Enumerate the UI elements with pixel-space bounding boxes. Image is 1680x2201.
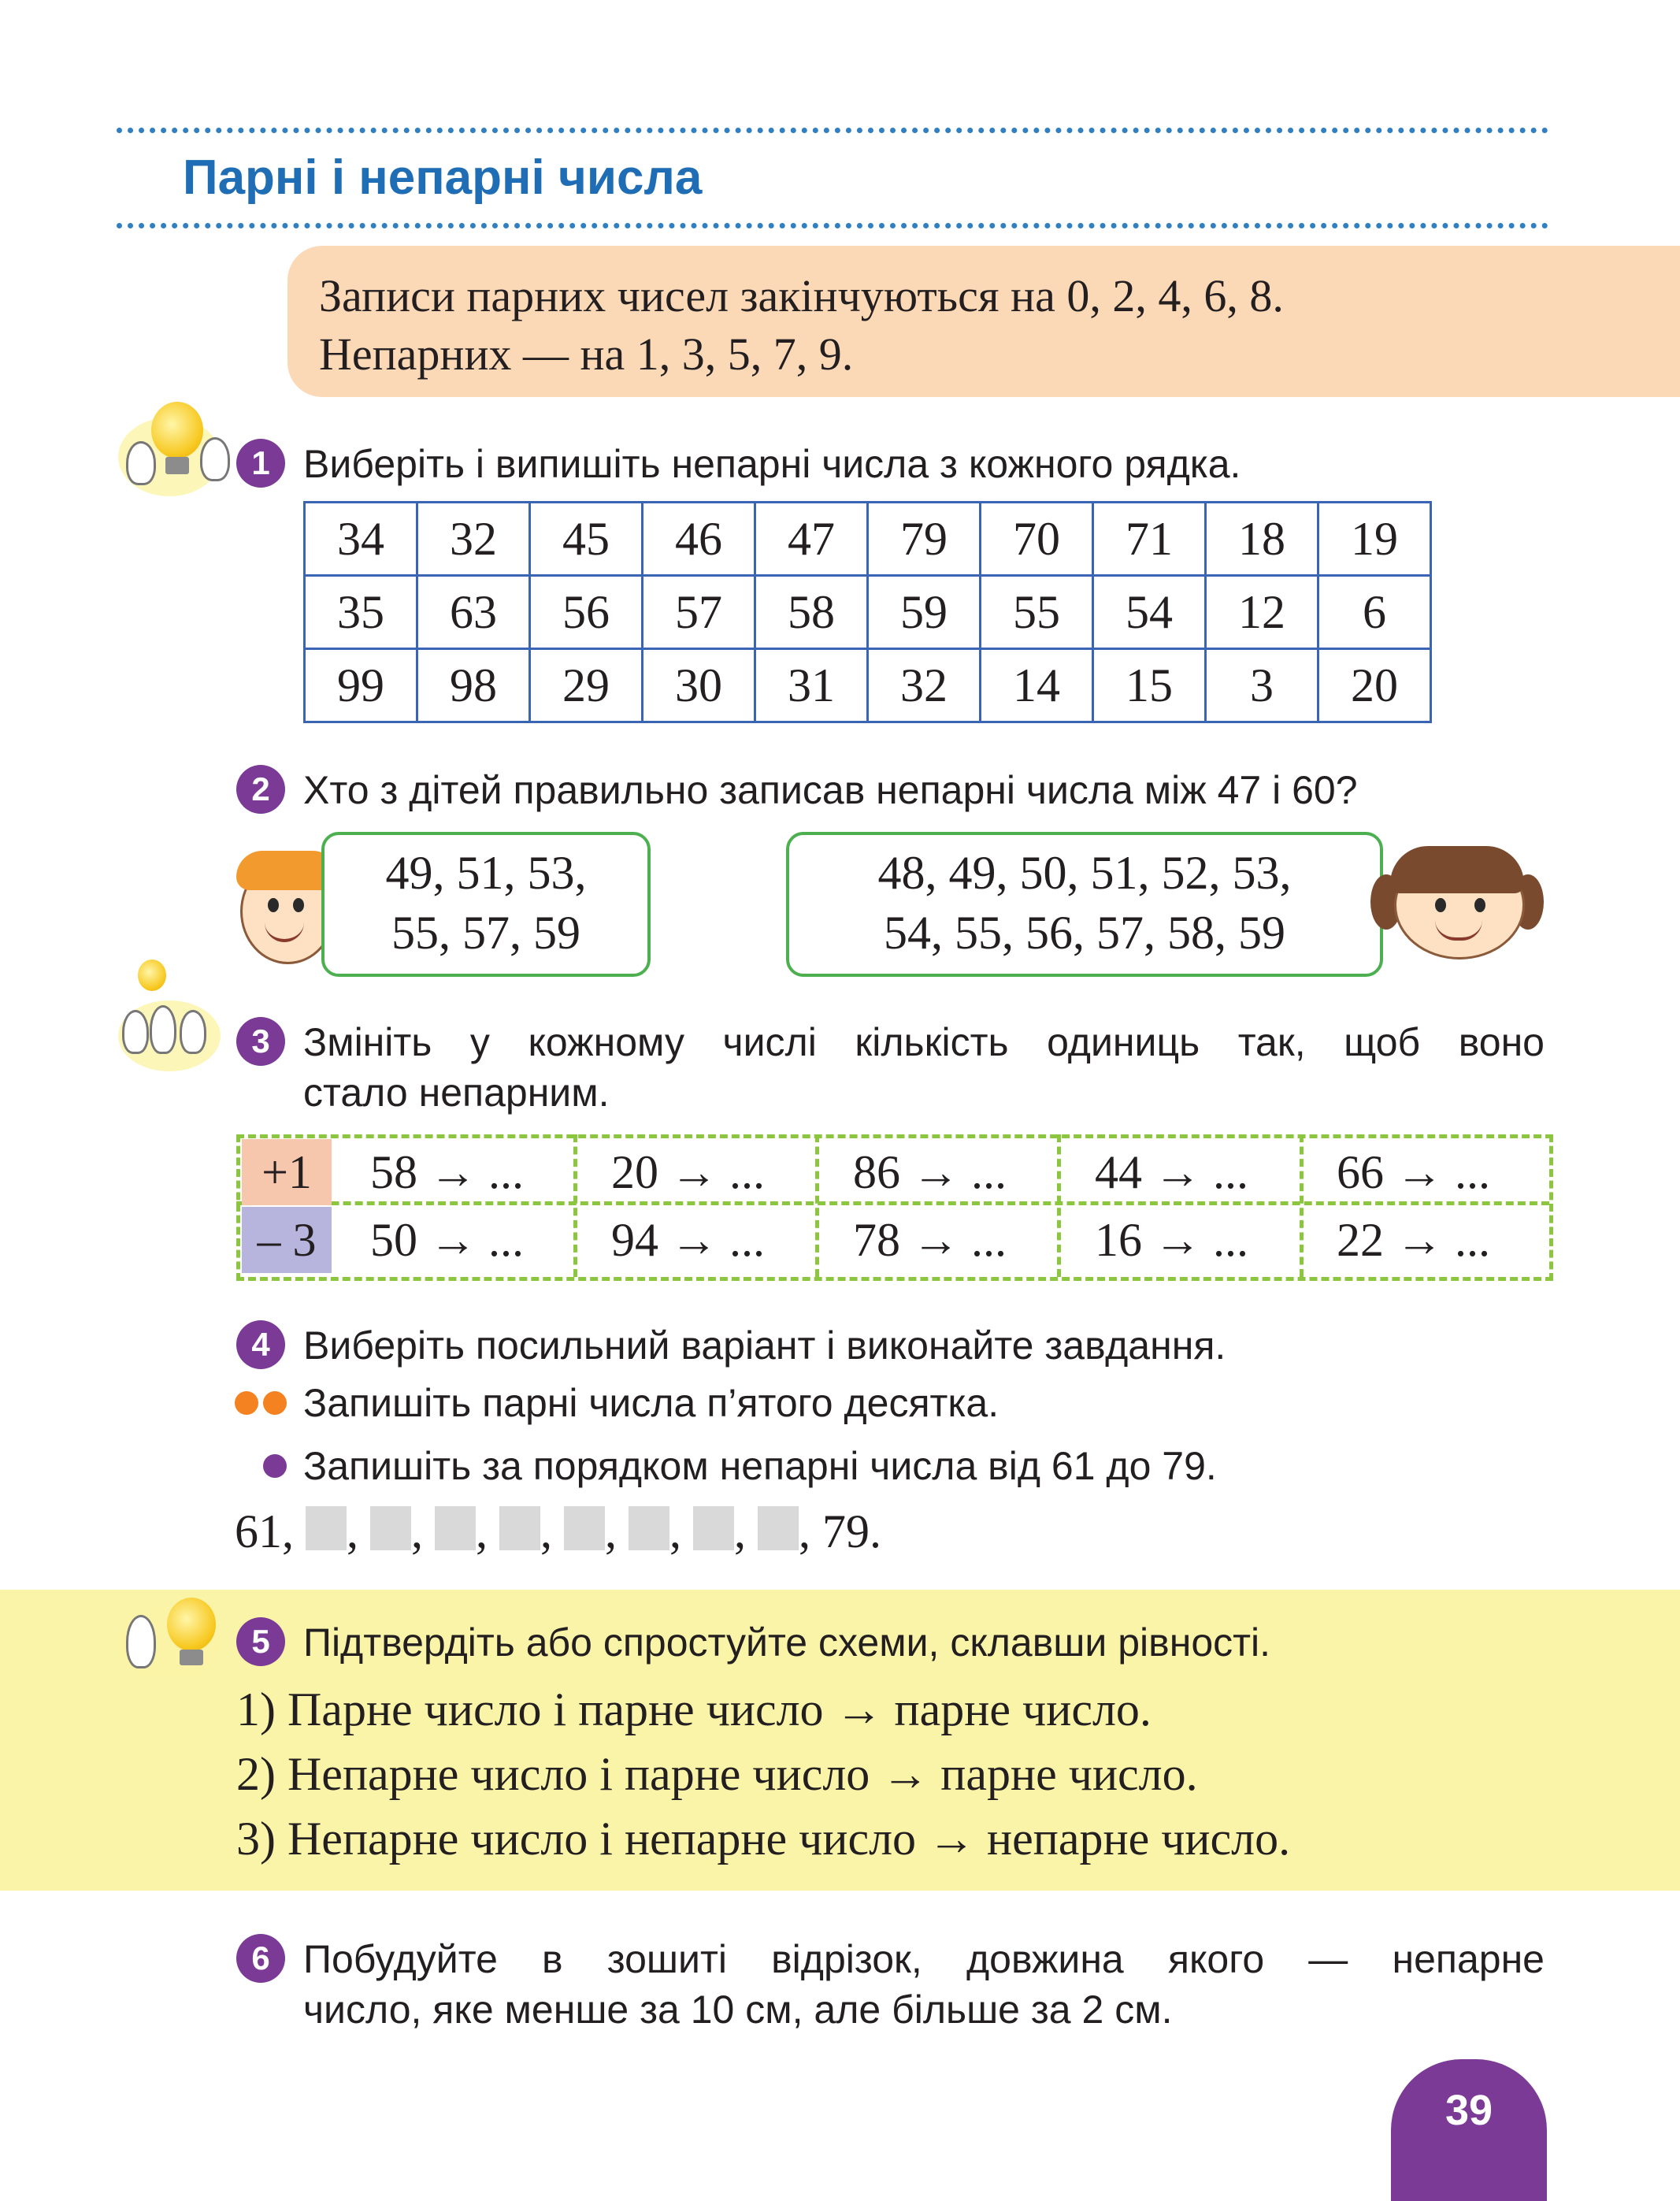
table-cell: 79 [868,503,981,576]
row-1-cell: 20 → ... [611,1146,765,1198]
table-cell: 59 [868,576,981,649]
boy-answer-line-2: 55, 57, 59 [391,907,580,959]
task-3-number: 3 [236,1017,285,1066]
table-cell: 20 [1318,649,1431,722]
table-cell: 29 [530,649,643,722]
sequence-row: 61, , , , , , , , , 79. [235,1505,881,1557]
task-4-text: Виберіть посильний варіант і виконайте завдання. [303,1323,1226,1368]
blank-box[interactable] [499,1506,540,1550]
girl-answer-line-2: 54, 55, 56, 57, 58, 59 [884,907,1285,959]
table-divider [815,1134,819,1277]
table-cell: 6 [1318,576,1431,649]
table-cell: 63 [417,576,530,649]
page-number: 39 [1391,2059,1547,2201]
table-cell: 56 [530,576,643,649]
sequence-end: , 79. [799,1505,881,1557]
statement-1: 1) Парне число і парне число → парне число. [236,1683,1152,1735]
rule-box [287,246,1680,397]
table-cell: 99 [305,649,417,722]
table-cell: 54 [1093,576,1206,649]
table-cell: 3 [1206,649,1318,722]
table-cell: 70 [981,503,1093,576]
table-row [305,649,1431,722]
page-title: Парні і непарні числа [183,150,703,205]
row-2-cell: 78 → ... [853,1214,1007,1266]
row-2-label: – 3 [242,1207,332,1273]
table-cell: 34 [305,503,417,576]
blank-box[interactable] [306,1506,347,1550]
blank-box[interactable] [629,1506,669,1550]
task-2-number: 2 [236,765,285,814]
rule-line-2: Непарних — на 1, 3, 5, 7, 9. [319,328,854,380]
task-4-option-b: Запишіть за порядком непарні числа від 61 до 79. [303,1444,1217,1488]
row-2-cell: 94 → ... [611,1214,765,1266]
task-5-text: Підтвердіть або спростуйте схеми, склавши рівності. [303,1620,1271,1665]
task-6-text-line-2: число, яке менше за 10 см, але більше за 2 см. [303,1988,1173,2032]
rule-line-1: Записи парних чисел закінчуються на 0, 2, 4, 6, 8. [319,270,1284,321]
table-divider [573,1134,577,1277]
table-cell: 32 [868,649,981,722]
table-cell: 47 [755,503,868,576]
table-cell: 32 [417,503,530,576]
table-cell: 30 [643,649,755,722]
blank-box[interactable] [693,1506,734,1550]
table-cell: 71 [1093,503,1206,576]
blank-box[interactable] [435,1506,476,1550]
row-1-cell: 58 → ... [370,1146,524,1198]
table-cell: 55 [981,576,1093,649]
blank-box[interactable] [758,1506,799,1550]
table-row [305,576,1431,649]
statement-3: 3) Непарне число і непарне число → непарне число. [236,1813,1291,1865]
table-cell: 58 [755,576,868,649]
table-cell: 45 [530,503,643,576]
task-4-option-a: Запишіть парні числа п’ятого десятка. [303,1381,999,1425]
table-cell: 15 [1093,649,1206,722]
table-divider [1057,1134,1061,1277]
row-1-cell: 66 → ... [1337,1146,1490,1198]
task-6-text-line-1: Побудуйте в зошиті відрізок, довжина якого — непарне [303,1937,1545,1981]
blank-box[interactable] [564,1506,605,1550]
sequence-start: 61, [235,1505,294,1557]
task-1-number: 1 [236,439,285,488]
table-cell: 18 [1206,503,1318,576]
row-2-cell: 16 → ... [1095,1214,1248,1266]
table-cell: 57 [643,576,755,649]
row-1-cell: 44 → ... [1095,1146,1248,1198]
task-5-number: 5 [236,1617,285,1666]
table-row [305,503,1431,576]
table-cell: 19 [1318,503,1431,576]
task-3-text-line-1: Змініть у кожному числі кількість одиниць так, щоб воно [303,1020,1545,1064]
statement-2: 2) Непарне число і парне число → парне число. [236,1748,1198,1800]
blank-box[interactable] [370,1506,411,1550]
one-dot-icon [263,1454,287,1478]
table-cell: 35 [305,576,417,649]
task-1-text: Виберіть і випишіть непарні числа з кожного рядка. [303,442,1241,486]
row-2-cell: 22 → ... [1337,1214,1490,1266]
boy-answer-box [321,832,651,977]
table-cell: 98 [417,649,530,722]
row-1-label: +1 [242,1139,332,1205]
boy-answer-line-1: 49, 51, 53, [385,847,587,899]
table-cell: 31 [755,649,868,722]
numbers-table [303,501,1432,723]
top-dotted-rule [117,128,1548,133]
girl-answer-box [786,832,1383,977]
table-cell: 46 [643,503,755,576]
task-4-number: 4 [236,1320,285,1369]
bottom-dotted-rule [117,223,1548,228]
row-1-cell: 86 → ... [853,1146,1007,1198]
table-cell: 14 [981,649,1093,722]
table-divider [1300,1134,1304,1277]
task-2-text: Хто з дітей правильно записав непарні числа між 47 і 60? [303,768,1358,812]
table-cell: 12 [1206,576,1318,649]
task-3-text-line-2: стало непарним. [303,1071,610,1115]
row-2-cell: 50 → ... [370,1214,524,1266]
task-6-number: 6 [236,1934,285,1983]
girl-answer-line-1: 48, 49, 50, 51, 52, 53, [877,847,1292,899]
